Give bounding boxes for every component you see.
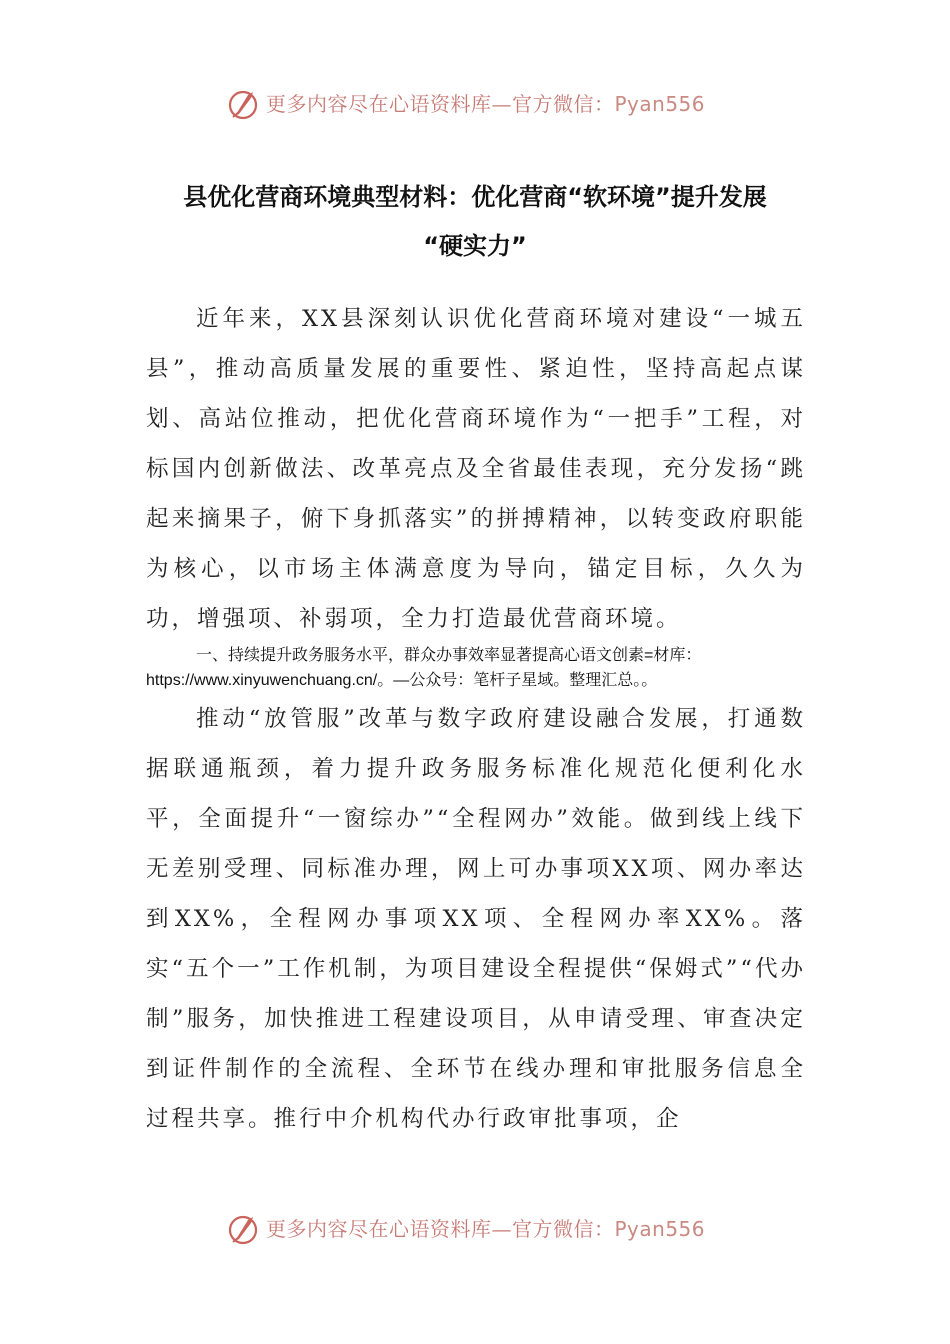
banner-text: 更多内容尽在心语资料库—官方微信：Pyan556	[266, 92, 706, 116]
document-title-line-1: 县优化营商环境典型材料：优化营商“软环境”提升发展	[183, 183, 767, 211]
wechat-id: Pyan556	[614, 92, 706, 116]
section-heading-line-2: https://www.xinyuwenchuang.cn/。—公众号：笔杆子星域。整理汇总。。	[146, 672, 658, 689]
document-title-line-2: “硬实力”	[423, 232, 527, 260]
section-heading-1	[146, 643, 806, 693]
wechat-id: Pyan556	[614, 1217, 706, 1241]
section-heading-line-1: 一、持续提升政务服务水平，群众办事效率显著提高心语文创素=材库：	[196, 647, 702, 664]
footer-watermark-banner	[0, 1209, 950, 1249]
banner-text: 更多内容尽在心语资料库—官方微信：Pyan556	[266, 1217, 706, 1241]
header-watermark-banner	[0, 84, 950, 124]
paragraph-section-1-body: 推动“放管服”改革与数字政府建设融合发展，打通数据联通瓶颈，着力提升政务服务标准化规范化便利化水平，全面提升“一窗综办”“全程网办”效能。做到线上线下无差别受理、同标准办理，网上可办事项XX项、网办率达到XX%，全程网办事项XX项、全程网办率XX%。落实“五个一”工作机制，为项目建设全程提供“保姆式”“代办制”服务，加快推进工程建设项目，从申请受理、审查决定到证件制作的全流程、全环节在线办理和审批服务信息全过程共享。推行中介机构代办行政审批事项，企	[146, 706, 806, 1132]
quill-logo-icon	[226, 86, 262, 122]
paragraph-intro: 近年来，XX县深刻认识优化营商环境对建设“一城五县”，推动高质量发展的重要性、紧迫性，坚持高起点谋划、高站位推动，把优化营商环境作为“一把手”工程，对标国内创新做法、改革亮点及全省最佳表现，充分发扬“跳起来摘果子，俯下身抓落实”的拼搏精神，以转变政府职能为核心，以市场主体满意度为导向，锚定目标，久久为功，增强项、补弱项，全力打造最优营商环境。	[146, 306, 806, 632]
quill-logo-icon	[226, 1211, 262, 1247]
